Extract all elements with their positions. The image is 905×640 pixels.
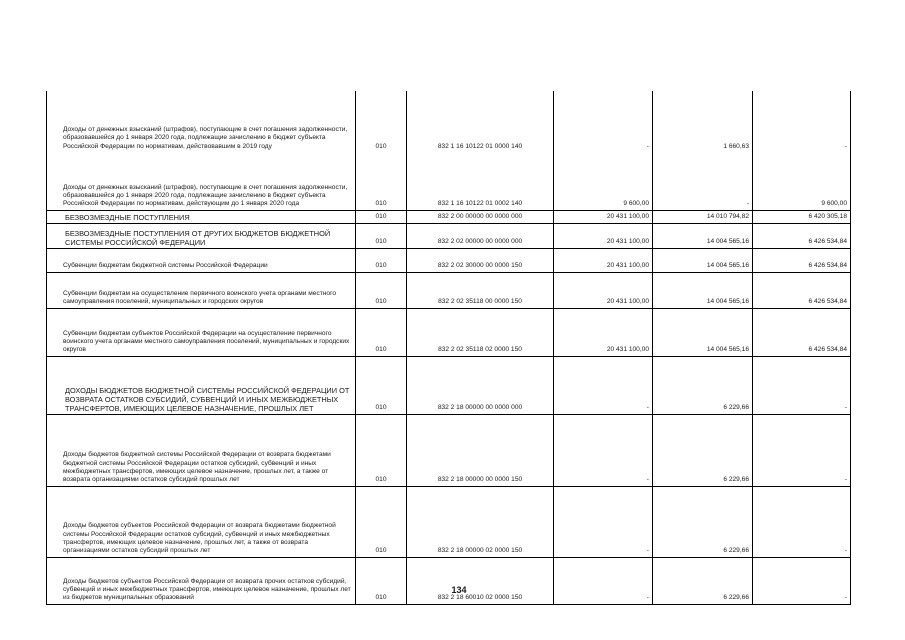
row-line-code: 010 [356, 210, 407, 223]
row-approved: - [554, 414, 653, 486]
row-executed: 14 004 565,16 [653, 223, 753, 248]
row-executed: 6 229,66 [653, 486, 753, 557]
row-line-code: 010 [356, 152, 407, 210]
row-executed: 1 660,63 [653, 91, 753, 152]
row-kbk: 832 2 02 30000 00 0000 150 [407, 248, 554, 272]
row-kbk: 832 2 02 00000 00 0000 000 [407, 223, 554, 248]
row-unexecuted: 6 420 305,18 [753, 210, 851, 223]
row-line-code: 010 [356, 486, 407, 557]
row-unexecuted: 6 426 534,84 [753, 248, 851, 272]
row-approved: 20 431 100,00 [554, 223, 653, 248]
row-line-code: 010 [356, 414, 407, 486]
row-kbk: 832 2 18 00000 00 0000 150 [407, 414, 554, 486]
row-executed: 6 229,66 [653, 414, 753, 486]
page-number: 134 [451, 585, 467, 595]
row-name: Доходы бюджетов субъектов Российской Федерации от возврата прочих остатков субсидий, субвенций и иных межбюджетных трансфертов, имеющих целевое назначение, прошлых лет из бюджетов муниципальных образований [47, 557, 356, 604]
row-unexecuted: 9 600,00 [753, 152, 851, 210]
row-kbk: 832 2 02 35118 00 0000 150 [407, 272, 554, 308]
row-approved: - [554, 356, 653, 414]
row-kbk: 832 1 16 10122 01 0000 140 [407, 91, 554, 152]
row-approved: - [554, 557, 653, 604]
table-row [47, 557, 851, 604]
table-row [47, 248, 851, 272]
row-approved: 20 431 100,00 [554, 308, 653, 356]
row-kbk: 832 2 18 00000 02 0000 150 [407, 486, 554, 557]
row-executed: - [653, 152, 753, 210]
row-approved: 20 431 100,00 [554, 210, 653, 223]
row-line-code: 010 [356, 91, 407, 152]
row-name: Доходы от денежных взысканий (штрафов), поступающие в счет погашения задолженности, образовавшейся до 1 января 2020 года, подлежащие зачислению в бюджет субъекта Российской Федерации по нормативам, действовавшим в 2019 году [47, 91, 356, 152]
row-approved: - [554, 486, 653, 557]
table-row [47, 414, 851, 486]
row-name: Субвенции бюджетам бюджетной системы Российской Федерации [47, 248, 356, 272]
table-row [47, 308, 851, 356]
row-name: БЕЗВОЗМЕЗДНЫЕ ПОСТУПЛЕНИЯ ОТ ДРУГИХ БЮДЖЕТОВ БЮДЖЕТНОЙ СИСТЕМЫ РОССИЙСКОЙ ФЕДЕРАЦИИ [47, 223, 356, 248]
row-kbk: 832 2 00 00000 00 0000 000 [407, 210, 554, 223]
row-name: БЕЗВОЗМЕЗДНЫЕ ПОСТУПЛЕНИЯ [47, 210, 356, 223]
row-unexecuted: - [753, 356, 851, 414]
row-name: Доходы бюджетов субъектов Российской Федерации от возврата бюджетами бюджетной системы Российской Федерации остатков субсидий, субвенций и иных межбюджетных трансфертов, имеющих целевое назначение, прошлых лет, а также от возврата организациями остатков субсидий прошлых лет [47, 486, 356, 557]
row-executed: 14 010 794,82 [653, 210, 753, 223]
row-executed: 14 004 565,16 [653, 308, 753, 356]
table-row [47, 210, 851, 223]
row-kbk: 832 1 16 10122 01 0002 140 [407, 152, 554, 210]
row-unexecuted: - [753, 91, 851, 152]
row-unexecuted: 6 426 534,84 [753, 272, 851, 308]
row-name: Субвенции бюджетам субъектов Российской Федерации на осуществление первичного воинского учета органами местного самоуправления поселений, муниципальных и городских округов [47, 308, 356, 356]
row-approved: 9 600,00 [554, 152, 653, 210]
row-unexecuted: - [753, 557, 851, 604]
row-name: Субвенции бюджетам на осуществление первичного воинского учета органами местного самоуправления поселений, муниципальных и городских округов [47, 272, 356, 308]
row-name: Доходы от денежных взысканий (штрафов), поступающие в счет погашения задолженности, образовавшейся до 1 января 2020 года, подлежащие зачислению в бюджет субъекта Российской Федерации по нормативам, действующим до 1 января 2020 года [47, 152, 356, 210]
row-approved: 20 431 100,00 [554, 248, 653, 272]
row-line-code: 010 [356, 308, 407, 356]
row-executed: 6 229,66 [653, 356, 753, 414]
row-name: ДОХОДЫ БЮДЖЕТОВ БЮДЖЕТНОЙ СИСТЕМЫ РОССИЙСКОЙ ФЕДЕРАЦИИ ОТ ВОЗВРАТА ОСТАТКОВ СУБСИДИЙ, СУБВЕНЦИЙ И ИНЫХ МЕЖБЮДЖЕТНЫХ ТРАНСФЕРТОВ, ИМЕЮЩИХ ЦЕЛЕВОЕ НАЗНАЧЕНИЕ, ПРОШЛЫХ ЛЕТ [47, 356, 356, 414]
row-approved: 20 431 100,00 [554, 272, 653, 308]
table-row [47, 223, 851, 248]
row-line-code: 010 [356, 223, 407, 248]
row-kbk: 832 2 18 60010 02 0000 150 [407, 557, 554, 604]
row-line-code: 010 [356, 557, 407, 604]
table-row [47, 272, 851, 308]
row-line-code: 010 [356, 248, 407, 272]
row-unexecuted: 6 426 534,84 [753, 223, 851, 248]
row-kbk: 832 2 02 35118 02 0000 150 [407, 308, 554, 356]
row-name: Доходы бюджетов бюджетной системы Российской Федерации от возврата бюджетами бюджетной системы Российской Федерации остатков субсидий, субвенций и иных межбюджетных трансфертов, имеющих целевое назначение, прошлых лет, а также от возврата организациями остатков субсидий прошлых лет [47, 414, 356, 486]
table-row [47, 152, 851, 210]
row-kbk: 832 2 18 00000 00 0000 000 [407, 356, 554, 414]
row-unexecuted: - [753, 486, 851, 557]
table-row [47, 91, 851, 152]
row-executed: 6 229,66 [653, 557, 753, 604]
budget-revenue-table [46, 91, 851, 605]
table-row [47, 356, 851, 414]
row-unexecuted: - [753, 414, 851, 486]
row-approved: - [554, 91, 653, 152]
row-executed: 14 004 565,16 [653, 272, 753, 308]
table-row [47, 486, 851, 557]
row-line-code: 010 [356, 356, 407, 414]
row-unexecuted: 6 426 534,84 [753, 308, 851, 356]
row-line-code: 010 [356, 272, 407, 308]
row-executed: 14 004 565,16 [653, 248, 753, 272]
